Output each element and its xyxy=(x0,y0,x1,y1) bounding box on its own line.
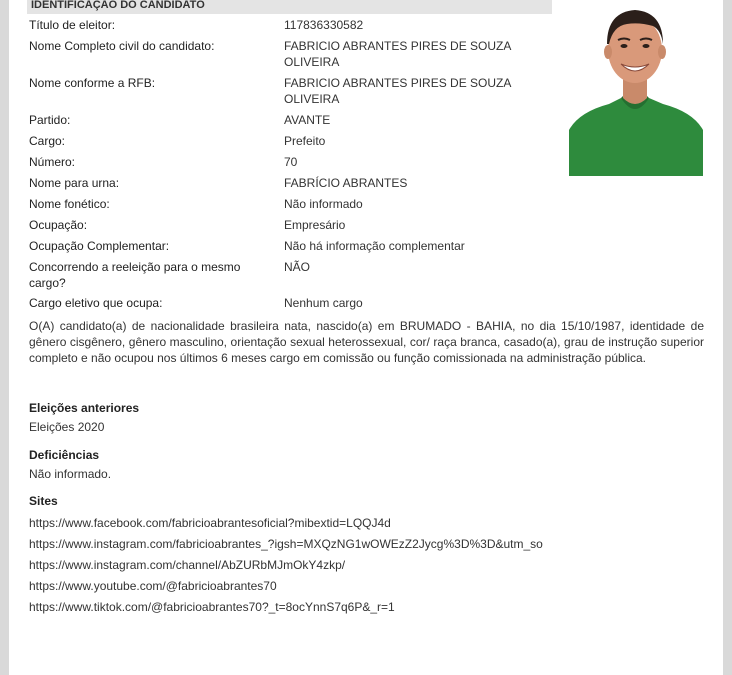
sites-title: Sites xyxy=(29,494,58,508)
site-link-instagram-channel[interactable]: https://www.instagram.com/channel/AbZURbMJmOkY4zkp/ xyxy=(29,558,346,572)
value: Empresário xyxy=(284,218,346,232)
label: Cargo eletivo que ocupa: xyxy=(29,296,163,310)
site-link-instagram[interactable]: https://www.instagram.com/fabricioabrantes_?igsh=MXQzNG1wOWEzZ2Jycg%3D%3D&utm_so xyxy=(29,537,543,551)
previous-elections-value: Eleições 2020 xyxy=(29,420,105,434)
candidate-page xyxy=(9,0,723,675)
label: Ocupação: xyxy=(29,218,88,232)
candidate-portrait-icon xyxy=(569,0,703,176)
value: NÃO xyxy=(284,260,311,274)
label: Partido: xyxy=(29,113,71,127)
disabilities-title: Deficiências xyxy=(29,448,100,462)
value: FABRICIO ABRANTES PIRES DE SOUZA OLIVEIRA xyxy=(284,39,511,69)
value: 117836330582 xyxy=(284,18,364,32)
value: Prefeito xyxy=(284,134,326,148)
label: Nome fonético: xyxy=(29,197,110,211)
candidate-description: O(A) candidato(a) de nacionalidade brasileira nata, nascido(a) em BRUMADO - BAHIA, no dia 15/10/1987, identidade de gênero cisgênero, gênero masculino, orientação sexual heterossexual, cor/ raça branca, casado(a), grau de instrução superior completo e não ocupou nos últimos 6 meses cargo em comissão ou função comissionada na administração pública. xyxy=(29,319,704,365)
site-link-youtube[interactable]: https://www.youtube.com/@fabricioabrantes70 xyxy=(29,579,277,593)
section-header: IDENTIFICAÇÃO DO CANDIDATO xyxy=(27,0,552,14)
value: FABRICIO ABRANTES PIRES DE SOUZA OLIVEIRA xyxy=(284,76,511,106)
label: Ocupação Complementar: xyxy=(29,239,170,253)
disabilities-value: Não informado. xyxy=(29,467,112,481)
value: AVANTE xyxy=(284,113,331,127)
label: Concorrendo a reeleição para o mesmo cargo? xyxy=(29,260,241,290)
previous-elections-title: Eleições anteriores xyxy=(29,401,140,415)
site-link-tiktok[interactable]: https://www.tiktok.com/@fabricioabrantes70?_t=8ocYnnS7q6P&_r=1 xyxy=(29,600,395,614)
label: Número: xyxy=(29,155,76,169)
candidate-photo xyxy=(569,0,703,176)
value: Não há informação complementar xyxy=(284,239,465,253)
site-link-facebook[interactable]: https://www.facebook.com/fabricioabrantesoficial?mibextid=LQQJ4d xyxy=(29,516,391,530)
label: Título de eleitor: xyxy=(29,18,116,32)
value: Nenhum cargo xyxy=(284,296,363,310)
label: Nome Completo civil do candidato: xyxy=(29,39,215,53)
label: Nome para urna: xyxy=(29,176,120,190)
value: FABRÍCIO ABRANTES xyxy=(284,176,408,190)
value: 70 xyxy=(284,155,298,169)
label: Cargo: xyxy=(29,134,66,148)
label: Nome conforme a RFB: xyxy=(29,76,156,90)
value: Não informado xyxy=(284,197,363,211)
